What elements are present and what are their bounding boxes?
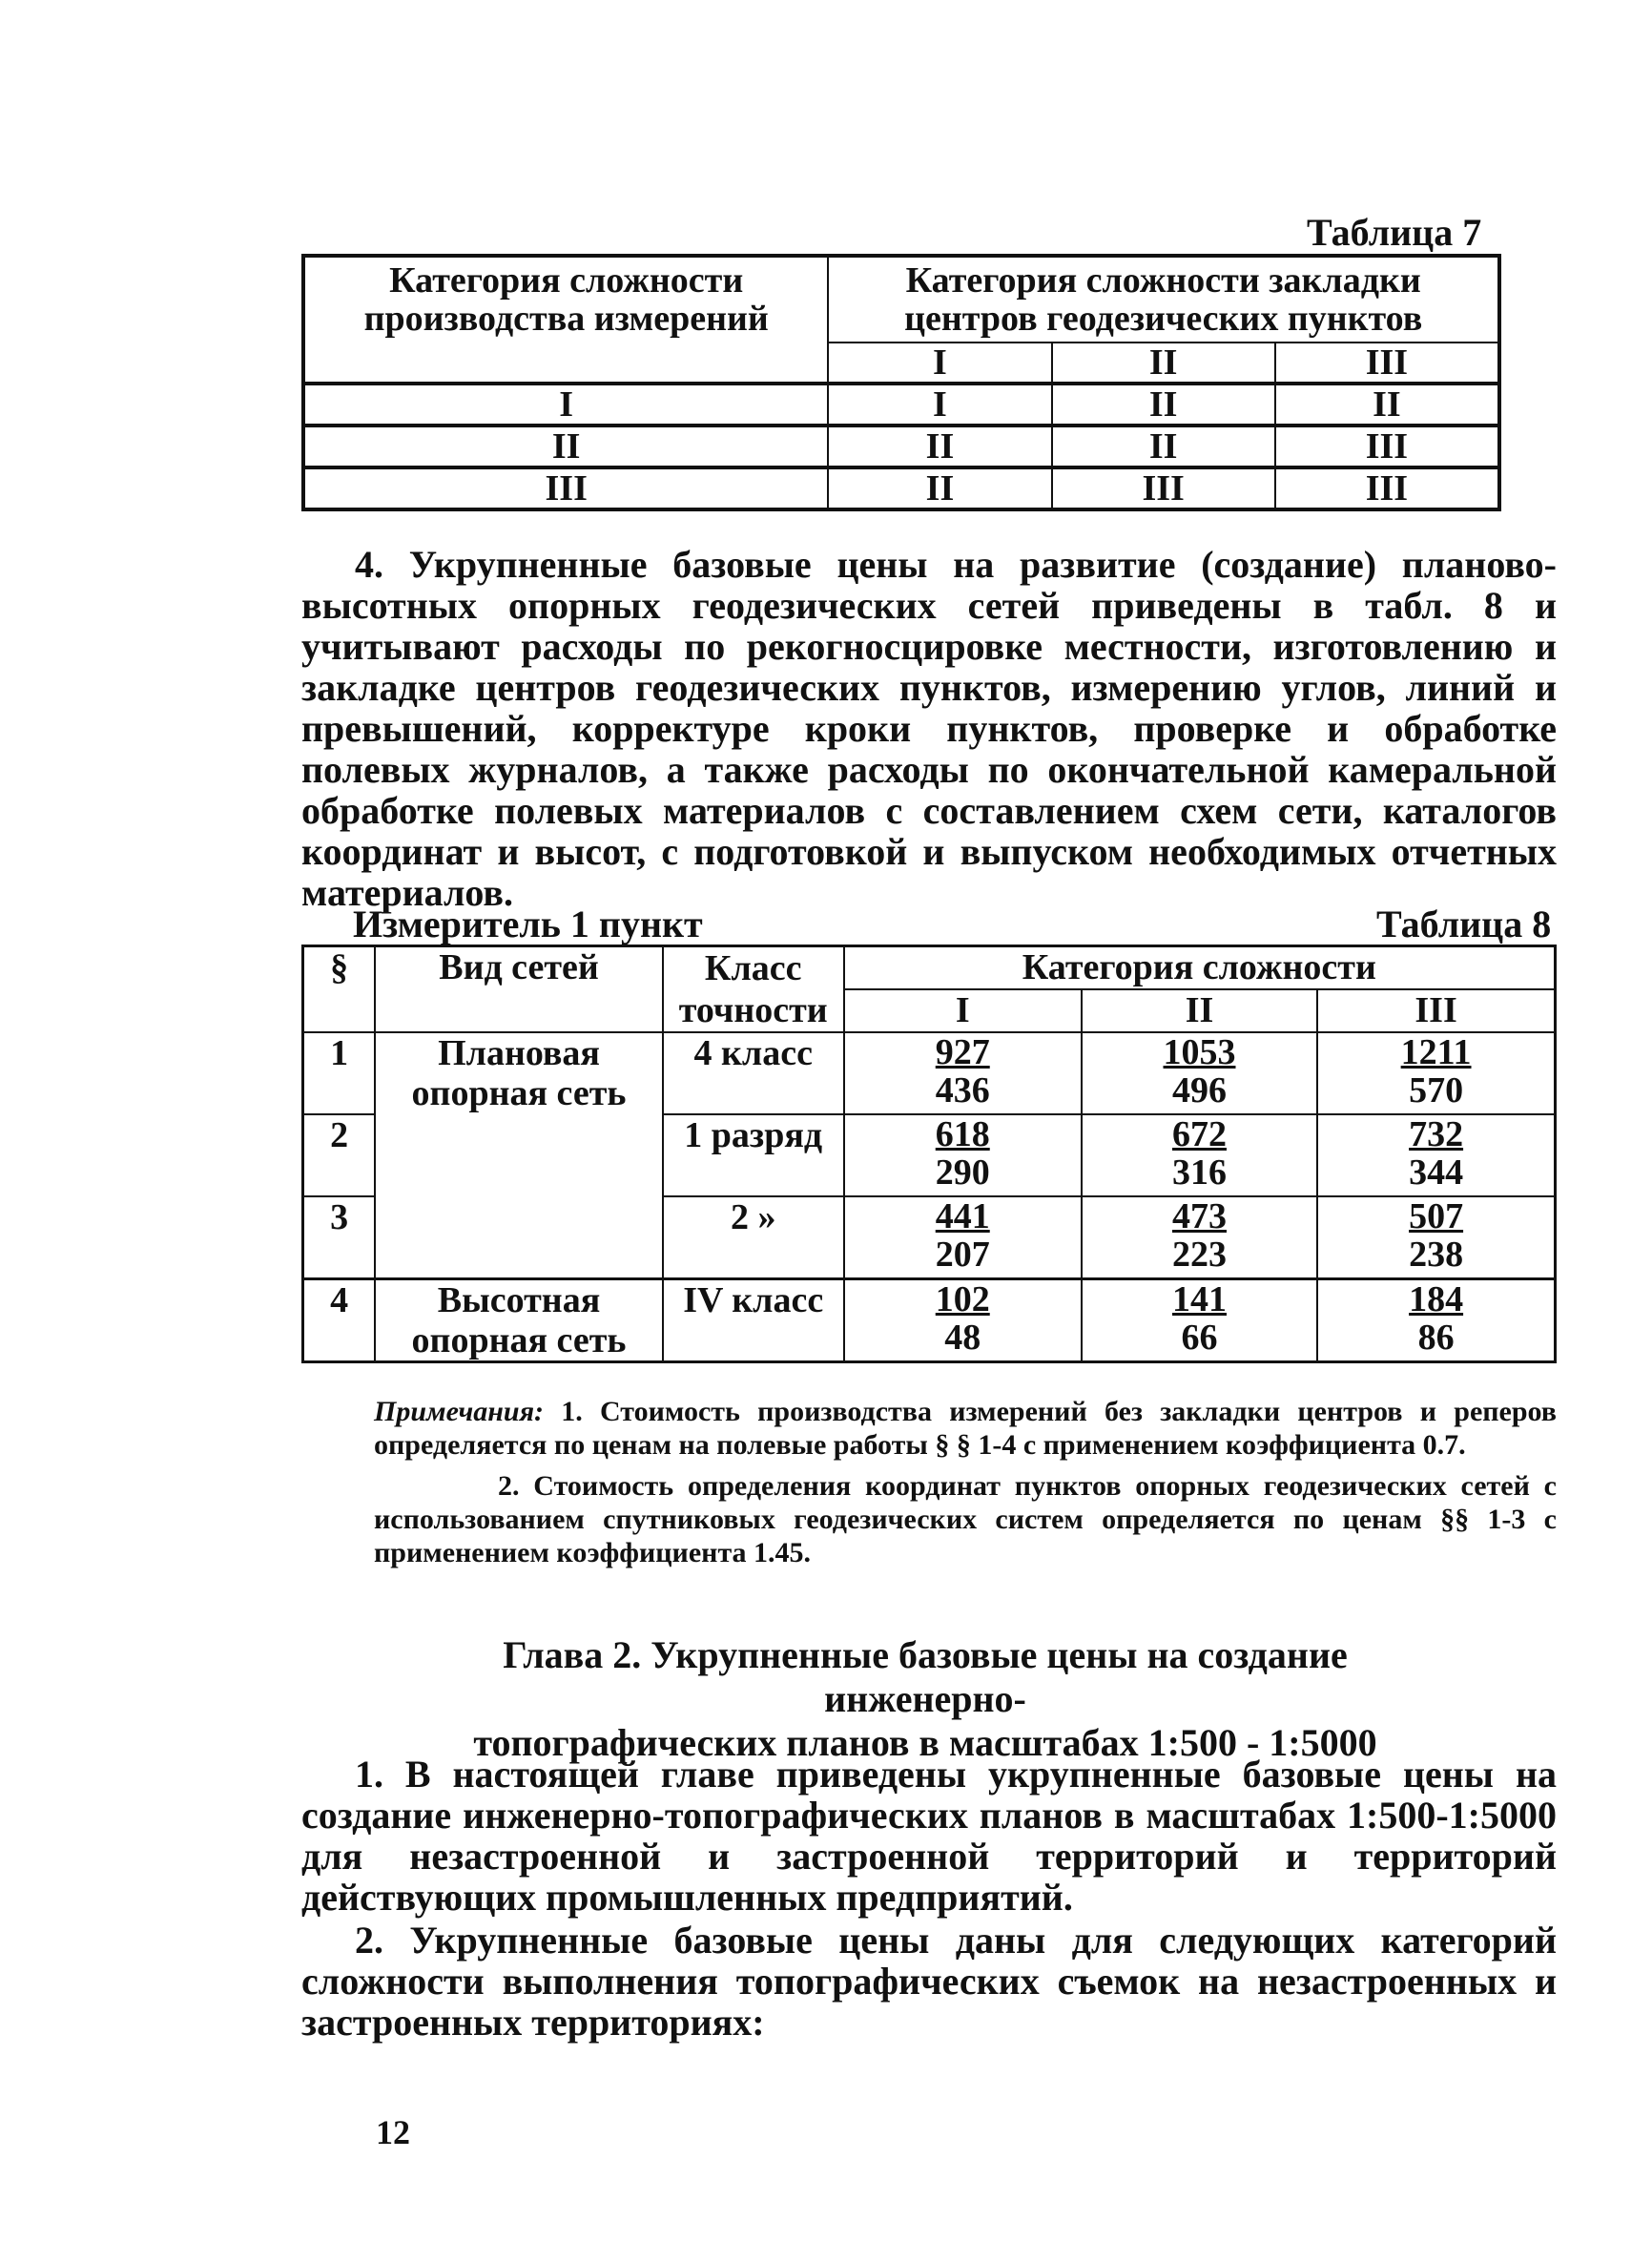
price-value: 618 [935,1114,990,1154]
table7-cell: III [1052,467,1275,509]
table8-meter: Измеритель 1 пункт [353,903,703,945]
table8-price-cell [1317,1278,1555,1361]
table8-header-cat: III [1317,989,1555,1032]
price-value: 1211 [1400,1032,1472,1072]
table7-cell: III [1275,426,1499,467]
table7-cell: III [1275,467,1499,509]
price-value: 141 [1172,1278,1227,1319]
table8-row-class: 4 класс [663,1032,844,1114]
paragraph-chapter-2: 2. Укрупненные базовые цены даны для следующих категорий сложности выполнения топографических съемок на незастроенных и застроенных территориях: [301,1919,1557,2044]
paragraph-4: 4. Укрупненные базовые цены на развитие (создание) планово-высотных опорных геодезических сетей приведены в табл. 8 и учитывают расходы по рекогносцировке местности, изготовлению и закладке центров геодезических пунктов, измерению углов, линий и превышений, корректуре кроки пунктов, проверке и обработке полевых журналов, а также расходы по окончательной камеральной обработке полевых материалов с составлением схем сети, каталогов координат и высот, с подготовкой и выпуском необходимых отчетных материалов. [301,543,1557,914]
table8-header-category: Категория сложности [844,946,1556,990]
price-value: 927 [935,1032,990,1072]
chapter-heading [401,1633,1450,1765]
table7-cell: II [828,426,1051,467]
table8-price-cell [844,1196,1082,1278]
price-value-lower: 344 [1409,1152,1464,1193]
price-value-lower: 207 [935,1235,990,1275]
price-value: 1053 [1163,1032,1236,1072]
table8-header-cat: II [1082,989,1317,1032]
price-value-lower: 223 [1172,1235,1227,1275]
notes-block [374,1395,1557,1569]
table8-row-number: 1 [303,1032,376,1114]
notes-label: Примечания: [374,1396,545,1427]
table8-price-cell [844,1278,1082,1361]
price-value: 732 [1409,1114,1464,1154]
table7-cell: II [828,467,1051,509]
table7-subheader: II [1052,343,1275,384]
table8-row-class: 2 » [663,1196,844,1278]
table7-cell: II [1052,426,1275,467]
table8-caption: Таблица 8 [1376,903,1552,945]
table7-header-right: Категория сложности закладки центров геодезических пунктов [828,256,1499,343]
table8-header-class: Класс точности [663,946,844,1033]
price-value-lower: 48 [944,1317,981,1358]
chapter-heading-line1: Глава 2. Укрупненные базовые цены на создание инженерно- [503,1633,1348,1720]
table7-subheader: I [828,343,1051,384]
paragraph-chapter-1: 1. В настоящей главе приведены укрупненные базовые цены на создание инженерно-топографических планов в масштабах 1:500-1:5000 для незастроенной и застроенной территорий и территорий действующих промышленных предприятий. [301,1753,1557,1919]
page-number: 12 [376,2113,410,2151]
table7-cell: II [303,426,828,467]
price-value: 441 [935,1196,990,1236]
table7-header-left: Категория сложности производства измерений [303,256,828,384]
table8-row-number: 4 [303,1278,376,1361]
table8-price-cell [1317,1114,1555,1196]
note-1 [374,1395,1557,1462]
price-value-lower: 570 [1409,1070,1464,1111]
table8-header-type: Вид сетей [375,946,663,1033]
note-1-text: 1. Стоимость производства измерений без закладки центров и реперов определяется по ценам на полевые работы § § 1-4 с применением коэффициента 0.7. [374,1396,1557,1461]
price-value-lower: 238 [1409,1235,1464,1275]
price-value: 102 [935,1278,990,1319]
table8-row-class: 1 разряд [663,1114,844,1196]
price-value-lower: 316 [1172,1152,1227,1193]
table8-row-number: 3 [303,1196,376,1278]
table8-header-cat: I [844,989,1082,1032]
price-value: 473 [1172,1196,1227,1236]
table8-row-number: 2 [303,1114,376,1196]
table8-price-cell [1317,1032,1555,1114]
table8-price-cell [844,1032,1082,1114]
table8-price-cell [1082,1196,1317,1278]
table7-cell: II [1275,384,1499,426]
price-value: 672 [1172,1114,1227,1154]
table7-cell: I [303,384,828,426]
table8-price-cell [844,1114,1082,1196]
table8-header-section: § [303,946,376,1033]
price-value-lower: 496 [1172,1070,1227,1111]
table8-price-cell [1082,1032,1317,1114]
table8 [301,945,1557,1363]
table7-cell: III [303,467,828,509]
table8-network-type: Плановая опорная сеть [375,1032,663,1278]
table8-row-class: IV класс [663,1278,844,1361]
price-value-lower: 86 [1417,1317,1455,1358]
table7-cell: I [828,384,1051,426]
table7-cell: II [1052,384,1275,426]
price-value-lower: 436 [935,1070,990,1111]
table7-caption: Таблица 7 [1307,211,1482,254]
price-value: 507 [1409,1196,1464,1236]
table8-price-cell [1082,1278,1317,1361]
note-2: 2. Стоимость определения координат пунктов опорных геодезических сетей с использованием спутниковых геодезических систем определяется по ценам §§ 1-3 с применением коэффициента 1.45. [374,1470,1557,1568]
price-value-lower: 66 [1181,1317,1218,1358]
price-value-lower: 290 [935,1152,990,1193]
chapter-heading-line2: топографических планов в масштабах 1:500 - 1:5000 [473,1721,1377,1764]
table7 [301,254,1501,511]
table8-price-cell [1082,1114,1317,1196]
table8-network-type: Высотная опорная сеть [375,1278,663,1361]
table7-subheader: III [1275,343,1499,384]
price-value: 184 [1409,1278,1464,1319]
table8-price-cell [1317,1196,1555,1278]
